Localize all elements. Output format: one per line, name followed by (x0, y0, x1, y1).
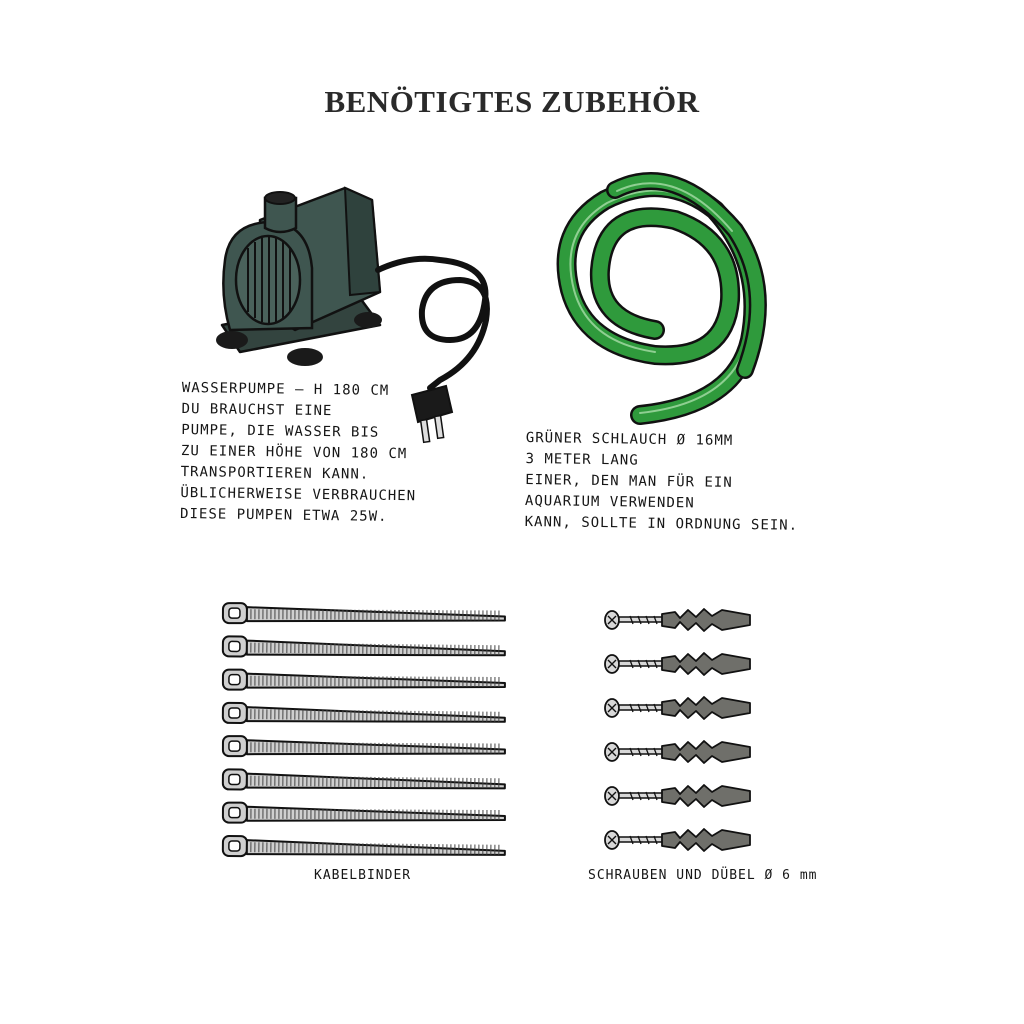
caption-line: AQUARIUM VERWENDEN (524, 492, 695, 512)
cable-tie-icon (223, 603, 505, 624)
cable-tie-icon (223, 736, 505, 757)
cable-ties-label: KABELBINDER (314, 868, 412, 883)
hose-caption (525, 428, 800, 537)
caption-line: DIESE PUMPEN ETWA 25W. (179, 505, 388, 525)
cable-tie-icon (223, 636, 505, 659)
screw-and-dowel-icon (605, 609, 750, 631)
cable-ties-group (215, 595, 515, 855)
green-hose-icon (545, 170, 775, 430)
screws-label: SCHRAUBEN UND DÜBEL Ø 6 mm (588, 868, 818, 883)
caption-line: WASSERPUMPE – H 180 CM (181, 379, 390, 399)
caption-line: KANN, SOLLTE IN ORDNUNG SEIN. (524, 513, 799, 534)
screw-and-dowel-icon (605, 697, 750, 719)
screw-and-dowel-icon (605, 653, 750, 675)
screw-and-dowel-icon (605, 785, 750, 807)
caption-line: PUMPE, DIE WASSER BIS (181, 421, 380, 441)
cable-tie-icon (223, 670, 505, 691)
pump-caption (180, 378, 418, 528)
screw-and-dowel-icon (605, 829, 750, 851)
screw-and-dowel-icon (605, 741, 750, 763)
caption-line: EINER, DEN MAN FÜR EIN (525, 471, 733, 491)
cable-tie-icon (223, 769, 505, 792)
cable-tie-icon (223, 703, 505, 726)
cable-tie-icon (223, 836, 505, 859)
screws-group (600, 605, 770, 850)
page-title: BENÖTIGTES ZUBEHÖR (324, 84, 700, 119)
caption-line: TRANSPORTIEREN KANN. (180, 463, 370, 483)
caption-line: 3 METER LANG (525, 450, 639, 469)
caption-line: GRÜNER SCHLAUCH Ø 16MM (525, 429, 734, 449)
caption-line: ÜBLICHERWEISE VERBRAUCHEN (180, 484, 417, 505)
caption-line: ZU EINER HÖHE VON 180 CM (180, 442, 408, 463)
caption-line: DU BRAUCHST EINE (181, 400, 333, 420)
cable-tie-icon (223, 803, 505, 824)
